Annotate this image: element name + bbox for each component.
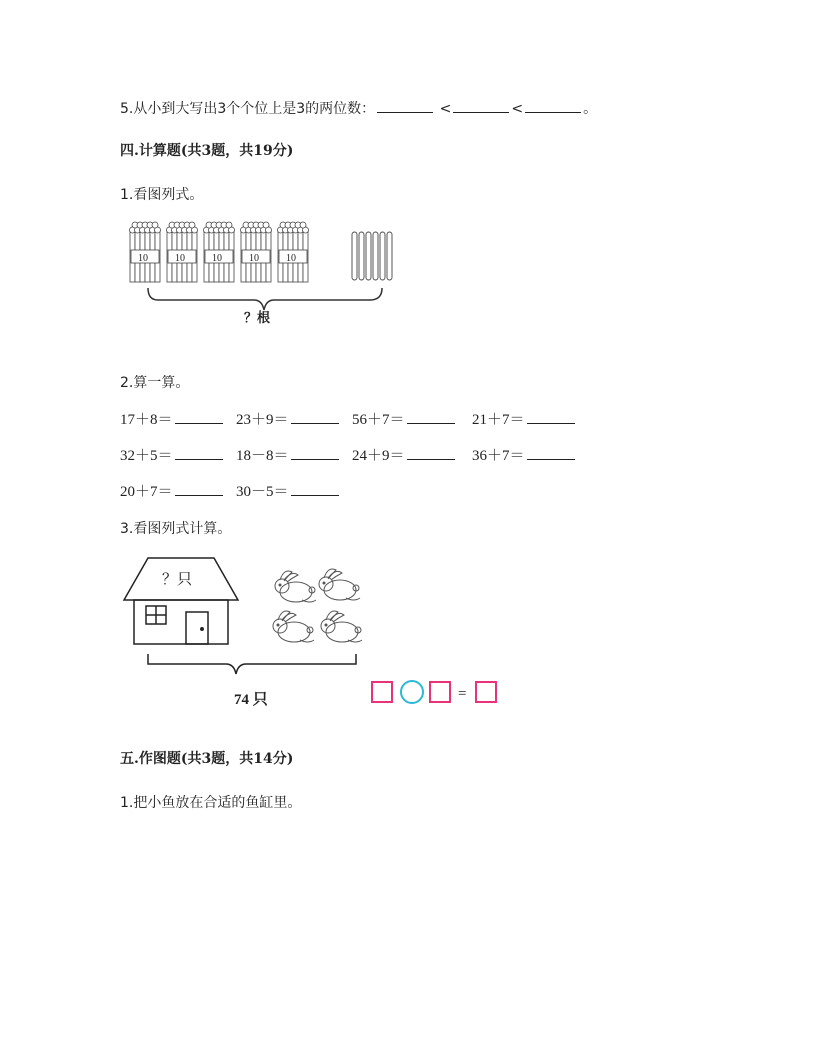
house-label: ？只 [162,572,193,588]
answer-blank[interactable] [291,411,339,424]
section-5-heading: 五.作图题(共3题，共14分) [120,751,294,767]
answer-blank[interactable] [407,411,455,424]
answer-box[interactable] [476,682,496,702]
section-4-heading: 四.计算题(共3题，共19分) [120,143,294,159]
answer-blank[interactable] [407,447,455,460]
operator-circle[interactable] [401,681,423,703]
rabbit-icon [275,571,316,602]
stick-bundle [241,222,272,282]
calc-item: 24＋9＝ [352,444,455,465]
house [124,558,238,644]
loose-stick [359,232,364,280]
question-4-1: 1.看图列式。 [120,187,204,203]
less-than-sign: < [439,101,452,117]
rabbit-icon [321,611,362,642]
total-label: 74 只 [234,692,268,708]
loose-stick [373,232,378,280]
answer-box[interactable] [372,682,392,702]
stick-bundles-figure [126,218,406,328]
calc-item: 18－8＝ [236,444,339,465]
brace [148,288,382,310]
stick-bundles [130,222,309,282]
stick-bundle [130,222,161,282]
answer-box[interactable] [430,682,450,702]
question-4-3: 3.看图列式计算。 [120,521,232,537]
bundle-label: 10 [138,253,148,264]
answer-blank[interactable] [175,483,223,496]
calc-item: 36＋7＝ [472,444,575,465]
loose-stick [366,232,371,280]
question-5-1: 1.把小鱼放在合适的鱼缸里。 [120,795,302,811]
rabbit-icon [273,611,314,642]
question-5 [120,98,597,118]
equals-sign: = [458,686,467,702]
answer-blank[interactable] [291,447,339,460]
answer-blank[interactable] [527,411,575,424]
bundle-label: 10 [286,253,296,264]
answer-blank[interactable] [527,447,575,460]
answer-blank-3[interactable] [525,100,581,113]
calc-item: 17＋8＝ [120,408,223,429]
answer-blank[interactable] [291,483,339,496]
calc-item: 21＋7＝ [472,408,575,429]
calc-item: 56＋7＝ [352,408,455,429]
bundle-label: 10 [175,253,185,264]
loose-stick [387,232,392,280]
bundle-label: 10 [249,253,259,264]
period: 。 [583,101,598,117]
loose-sticks [352,232,392,280]
answer-blank-2[interactable] [453,100,509,113]
question-5-text: 5.从小到大写出3个个位上是3的两位数： [120,101,376,117]
house-rabbits-figure [118,552,508,712]
total-brace [148,654,356,674]
question-4-2: 2.算一算。 [120,375,190,391]
rabbits [273,569,362,642]
stick-bundle [278,222,309,282]
calc-item: 23＋9＝ [236,408,339,429]
answer-blank[interactable] [175,411,223,424]
calc-item: 30－5＝ [236,480,339,501]
rabbit-icon [319,569,360,600]
calc-item: 20＋7＝ [120,480,223,501]
loose-stick [380,232,385,280]
answer-blank-1[interactable] [377,100,433,113]
stick-bundle [204,222,235,282]
brace-label: ？根 [244,310,271,325]
calc-item: 32＋5＝ [120,444,223,465]
answer-blank[interactable] [175,447,223,460]
loose-stick [352,232,357,280]
stick-bundle [167,222,198,282]
less-than-sign: < [511,101,524,117]
bundle-label: 10 [212,253,222,264]
